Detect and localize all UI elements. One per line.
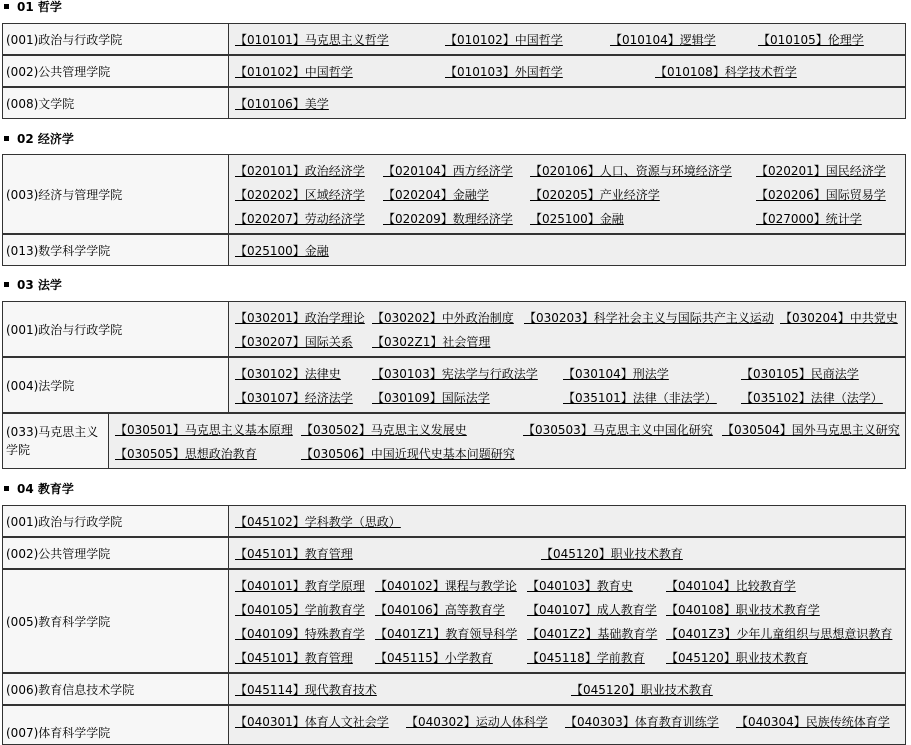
table-row: [2, 413, 906, 469]
table-row: [2, 87, 906, 119]
table-row: [2, 55, 906, 87]
major-link[interactable]: 【045120】职业技术教育: [541, 547, 683, 561]
major-link[interactable]: 【040302】运动人体科学: [406, 715, 548, 729]
major-link[interactable]: 【020202】区域经济学: [235, 188, 365, 202]
major-link[interactable]: 【030104】刑法学: [563, 367, 669, 381]
table-row: [2, 154, 906, 234]
table-row: [2, 505, 906, 537]
school-name: (008)文学院: [3, 88, 229, 118]
school-name: (013)数学科学学院: [3, 235, 229, 265]
section-title-text: 01 哲学: [17, 0, 62, 14]
section-title-law: [4, 276, 62, 294]
major-link[interactable]: 【040107】成人教育学: [527, 603, 657, 617]
major-link[interactable]: 【010102】中国哲学: [445, 33, 563, 47]
major-link[interactable]: 【040103】教育史: [527, 579, 633, 593]
school-name: (005)教育科学学院: [3, 570, 229, 672]
school-name: (001)政治与行政学院: [3, 506, 229, 536]
major-link[interactable]: 【020201】国民经济学: [756, 164, 886, 178]
school-name: (001)政治与行政学院: [3, 24, 229, 54]
section-title-text: 02 经济学: [17, 132, 74, 146]
major-link[interactable]: 【030109】国际法学: [372, 391, 490, 405]
table-row: [2, 705, 906, 745]
major-link[interactable]: 【040102】课程与教学论: [375, 579, 517, 593]
bullet-icon: [4, 4, 9, 9]
major-link[interactable]: 【0401Z1】教育领导科学: [375, 627, 518, 641]
section-title-economics: [4, 130, 74, 148]
major-link[interactable]: 【020205】产业经济学: [530, 188, 660, 202]
major-link[interactable]: 【030107】经济法学: [235, 391, 353, 405]
major-link[interactable]: 【020101】政治经济学: [235, 164, 365, 178]
school-name: (001)政治与行政学院: [3, 302, 229, 356]
major-link[interactable]: 【040108】职业技术教育学: [666, 603, 820, 617]
major-link[interactable]: 【040304】民族传统体育学: [736, 715, 890, 729]
major-link[interactable]: 【030202】中外政治制度: [372, 311, 514, 325]
major-link[interactable]: 【040303】体育教育训练学: [565, 715, 719, 729]
major-link[interactable]: 【045118】学前教育: [527, 651, 645, 665]
major-link[interactable]: 【030105】民商法学: [741, 367, 859, 381]
section-title-philosophy: [4, 0, 62, 16]
major-link[interactable]: 【030505】思想政治教育: [115, 447, 257, 461]
school-name: (002)公共管理学院: [3, 538, 229, 568]
major-link[interactable]: 【035101】法律（非法学）: [563, 391, 717, 405]
table-row: [2, 234, 906, 266]
major-link[interactable]: 【045101】教育管理: [235, 651, 353, 665]
major-link[interactable]: 【045114】现代教育技术: [235, 683, 377, 697]
major-link[interactable]: 【030506】中国近现代史基本问题研究: [301, 447, 515, 461]
table-row: [2, 23, 906, 55]
major-link[interactable]: 【010104】逻辑学: [610, 33, 716, 47]
major-link[interactable]: 【040101】教育学原理: [235, 579, 365, 593]
section-title-text: 04 教育学: [17, 482, 74, 496]
major-link[interactable]: 【0401Z3】少年儿童组织与思想意识教育: [666, 627, 893, 641]
major-link[interactable]: 【030503】马克思主义中国化研究: [523, 423, 713, 437]
table-row: [2, 537, 906, 569]
major-link[interactable]: 【020207】劳动经济学: [235, 212, 365, 226]
school-name: (033)马克思主义学院: [3, 414, 109, 468]
major-link[interactable]: 【025100】金融: [235, 244, 329, 258]
major-link[interactable]: 【020204】金融学: [383, 188, 489, 202]
major-link[interactable]: 【010105】伦理学: [758, 33, 864, 47]
table-row: [2, 569, 906, 673]
school-name: (004)法学院: [3, 358, 229, 412]
major-link[interactable]: 【040104】比较教育学: [666, 579, 796, 593]
major-link[interactable]: 【030201】政治学理论: [235, 311, 365, 325]
major-link[interactable]: 【0302Z1】社会管理: [372, 335, 491, 349]
bullet-icon: [4, 282, 9, 287]
major-link[interactable]: 【030103】宪法学与行政法学: [372, 367, 538, 381]
major-link[interactable]: 【0401Z2】基础教育学: [527, 627, 658, 641]
major-link[interactable]: 【020209】数理经济学: [383, 212, 513, 226]
major-link[interactable]: 【030102】法律史: [235, 367, 341, 381]
major-link[interactable]: 【030501】马克思主义基本原理: [115, 423, 293, 437]
major-link[interactable]: 【040106】高等教育学: [375, 603, 505, 617]
major-link[interactable]: 【035102】法律（法学）: [741, 391, 883, 405]
major-link[interactable]: 【040109】特殊教育学: [235, 627, 365, 641]
school-name: (006)教育信息技术学院: [3, 674, 229, 704]
major-link[interactable]: 【030504】国外马克思主义研究: [722, 423, 900, 437]
major-link[interactable]: 【045101】教育管理: [235, 547, 353, 561]
major-link[interactable]: 【040105】学前教育学: [235, 603, 365, 617]
major-link[interactable]: 【030207】国际关系: [235, 335, 353, 349]
major-link[interactable]: 【010103】外国哲学: [445, 65, 563, 79]
major-link[interactable]: 【010101】马克思主义哲学: [235, 33, 389, 47]
major-link[interactable]: 【010102】中国哲学: [235, 65, 353, 79]
major-link[interactable]: 【030204】中共党史: [780, 311, 898, 325]
major-link[interactable]: 【045120】职业技术教育: [666, 651, 808, 665]
major-link[interactable]: 【020206】国际贸易学: [756, 188, 886, 202]
table-row: [2, 357, 906, 413]
major-link[interactable]: 【030502】马克思主义发展史: [301, 423, 467, 437]
table-row: [2, 301, 906, 357]
major-link[interactable]: 【040301】体育人文社会学: [235, 715, 389, 729]
school-name: (002)公共管理学院: [3, 56, 229, 86]
table-row: [2, 673, 906, 705]
school-name: (003)经济与管理学院: [3, 155, 229, 233]
major-link[interactable]: 【010106】美学: [235, 97, 329, 111]
major-link[interactable]: 【027000】统计学: [756, 212, 862, 226]
major-link[interactable]: 【020106】人口、资源与环境经济学: [530, 164, 732, 178]
major-link[interactable]: 【045115】小学教育: [375, 651, 493, 665]
section-title-text: 03 法学: [17, 278, 62, 292]
major-link[interactable]: 【020104】西方经济学: [383, 164, 513, 178]
major-link[interactable]: 【025100】金融: [530, 212, 624, 226]
section-title-education: [4, 480, 74, 498]
bullet-icon: [4, 136, 9, 141]
school-name: (007)体育科学学院: [3, 706, 229, 744]
major-link[interactable]: 【030203】科学社会主义与国际共产主义运动: [524, 311, 774, 325]
bullet-icon: [4, 486, 9, 491]
major-link[interactable]: 【045102】学科教学（思政）: [235, 515, 401, 529]
major-link[interactable]: 【045120】职业技术教育: [571, 683, 713, 697]
major-link[interactable]: 【010108】科学技术哲学: [655, 65, 797, 79]
